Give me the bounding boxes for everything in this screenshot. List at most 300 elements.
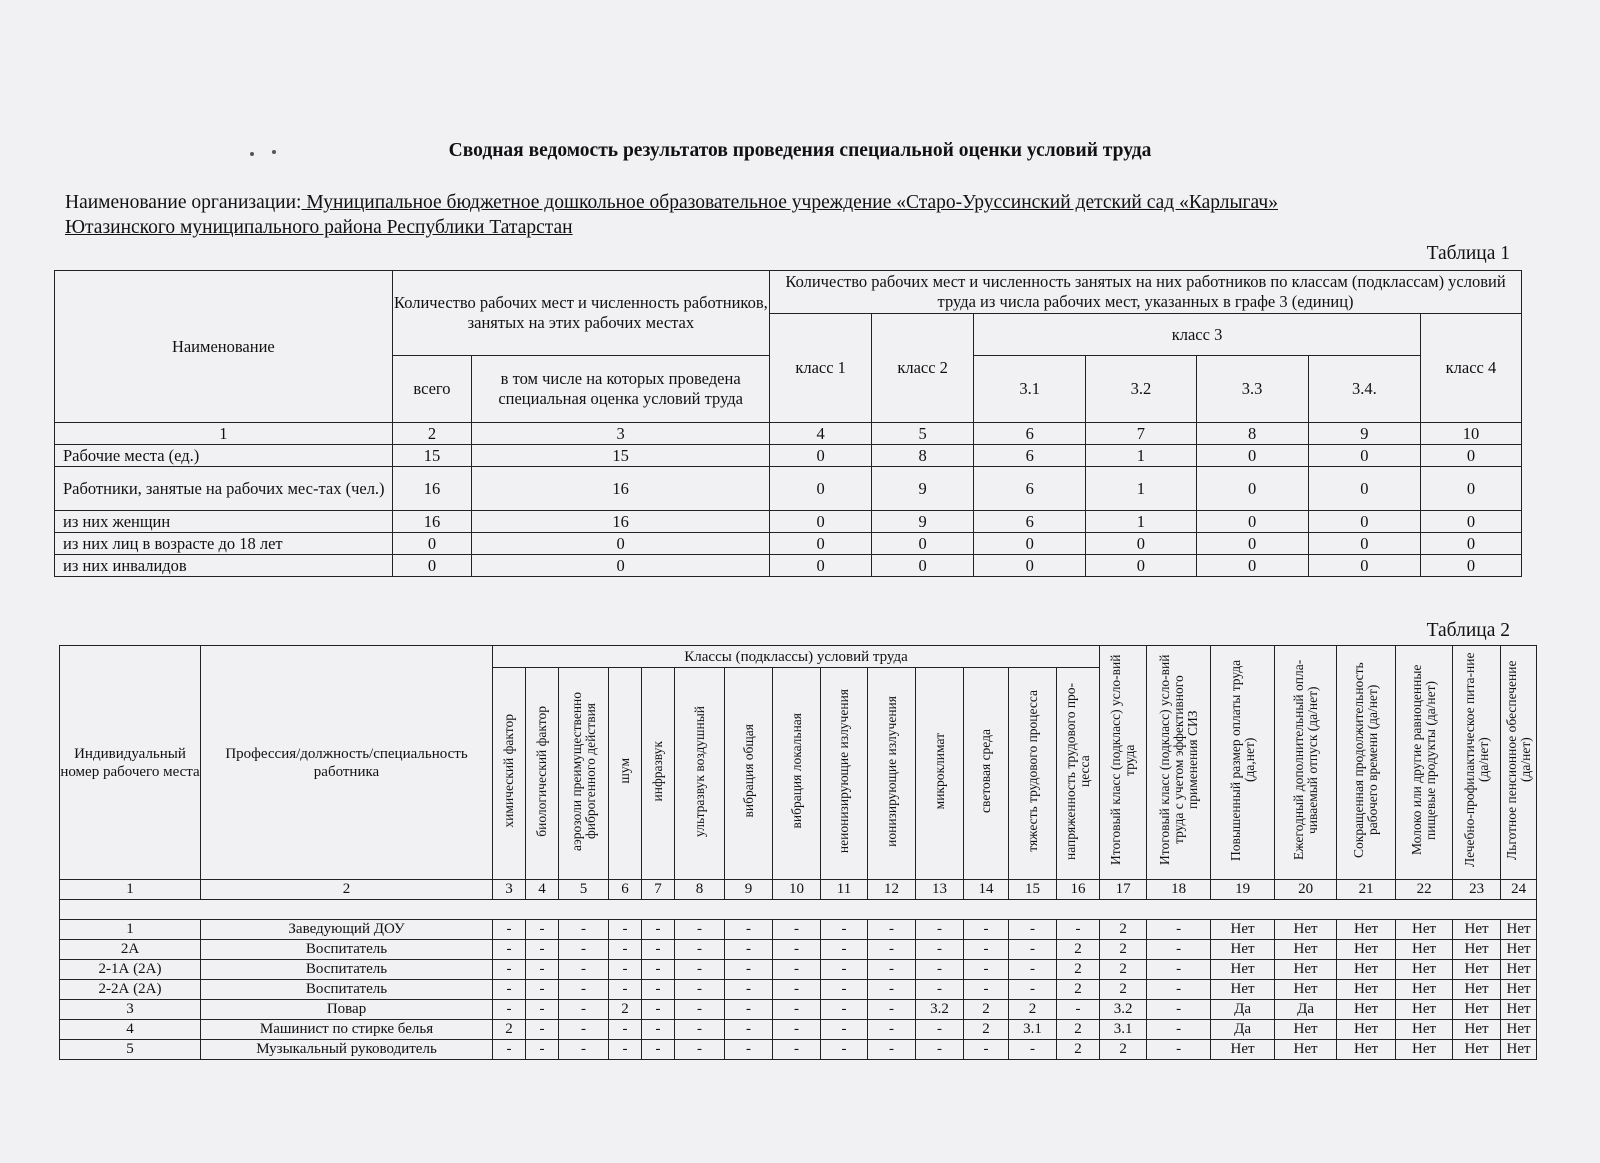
t1-cell: 0 bbox=[1086, 533, 1196, 555]
t2-cell: Нет bbox=[1211, 1040, 1275, 1060]
t2-cell: - bbox=[725, 1000, 773, 1020]
t2-col-number: 8 bbox=[675, 880, 725, 900]
t1-header-total: всего bbox=[392, 356, 472, 423]
t2-cell: 2 bbox=[1100, 940, 1147, 960]
t2-cell: - bbox=[1009, 940, 1057, 960]
t2-cell: - bbox=[642, 1000, 675, 1020]
t2-cell: Нет bbox=[1275, 1040, 1337, 1060]
t2-cell: - bbox=[964, 920, 1009, 940]
t2-cell: 2 bbox=[1100, 1040, 1147, 1060]
t2-cell: Да bbox=[1211, 1000, 1275, 1020]
t2-cell: - bbox=[821, 1020, 868, 1040]
t2-row-id: 4 bbox=[60, 1020, 201, 1040]
t2-row-profession: Повар bbox=[201, 1000, 493, 1020]
t2-cell: Нет bbox=[1453, 960, 1501, 980]
t2-cell: - bbox=[1009, 980, 1057, 1000]
t1-cell: 0 bbox=[770, 445, 872, 467]
t1-cell: 15 bbox=[472, 445, 770, 467]
t1-col-number: 2 bbox=[392, 423, 472, 445]
t2-cell: - bbox=[526, 1040, 559, 1060]
t2-cell: - bbox=[821, 940, 868, 960]
t1-header-assessed: в том числе на которых проведена специальная оценка условий труда bbox=[472, 356, 770, 423]
t2-cell: - bbox=[1147, 920, 1211, 940]
t2-cell: 2 bbox=[1057, 960, 1100, 980]
t1-col-number: 7 bbox=[1086, 423, 1196, 445]
t2-cell: Нет bbox=[1396, 1040, 1453, 1060]
t1-cell: 0 bbox=[1420, 511, 1521, 533]
t2-cell: - bbox=[559, 1020, 609, 1040]
t1-cell: 0 bbox=[770, 533, 872, 555]
t2-cell: - bbox=[1009, 1040, 1057, 1060]
organization-label: Наименование организации: bbox=[65, 192, 302, 213]
t2-cell: - bbox=[1009, 920, 1057, 940]
t1-cell: 0 bbox=[1308, 445, 1420, 467]
t1-header-c31: 3.1 bbox=[974, 356, 1086, 423]
t1-row-name: из них инвалидов bbox=[55, 555, 393, 577]
document-title: Сводная ведомость результатов проведения специальной оценки условий труда bbox=[448, 140, 1152, 161]
t2-cell: - bbox=[526, 1000, 559, 1020]
t2-cell: 2 bbox=[1057, 1040, 1100, 1060]
t2-spacer-row bbox=[60, 900, 1537, 920]
t2-cell: Нет bbox=[1275, 940, 1337, 960]
t1-cell: 0 bbox=[1196, 467, 1308, 511]
t2-cell: Нет bbox=[1453, 980, 1501, 1000]
t2-factor-header: вибрация локальная bbox=[788, 713, 804, 829]
t2-col-number: 17 bbox=[1100, 880, 1147, 900]
t2-col-number: 4 bbox=[526, 880, 559, 900]
t1-cell: 16 bbox=[392, 511, 472, 533]
t2-col-number: 2 bbox=[201, 880, 493, 900]
t2-cell: - bbox=[1147, 1020, 1211, 1040]
t1-header-class1: класс 1 bbox=[770, 314, 872, 423]
t2-cell: 2 bbox=[964, 1020, 1009, 1040]
t2-cell: - bbox=[916, 1040, 964, 1060]
t2-cell: 2 bbox=[1057, 940, 1100, 960]
t2-cell: Нет bbox=[1453, 1020, 1501, 1040]
t1-cell: 0 bbox=[1420, 467, 1521, 511]
t2-cell: - bbox=[916, 940, 964, 960]
t2-cell: - bbox=[773, 980, 821, 1000]
t2-cell: 2 bbox=[1057, 980, 1100, 1000]
t2-header-leave: Ежегодный дополнительный опла-чиваемый отпуск (да/нет) bbox=[1290, 659, 1320, 861]
t1-row bbox=[55, 555, 1522, 577]
t2-factor-header-cell bbox=[675, 668, 725, 880]
table1-caption: Таблица 1 bbox=[1426, 243, 1510, 264]
t1-row-name: Рабочие места (ед.) bbox=[55, 445, 393, 467]
t2-cell: - bbox=[559, 920, 609, 940]
t1-header-class2: класс 2 bbox=[872, 314, 974, 423]
t2-cell: Нет bbox=[1453, 940, 1501, 960]
t1-col-number: 10 bbox=[1420, 423, 1521, 445]
t1-row bbox=[55, 445, 1522, 467]
t2-factor-header-cell bbox=[559, 668, 609, 880]
t1-cell: 0 bbox=[974, 533, 1086, 555]
t2-cell: - bbox=[493, 920, 526, 940]
t2-factor-header-cell bbox=[609, 668, 642, 880]
t2-cell: - bbox=[1147, 1000, 1211, 1020]
t1-row-name: из них лиц в возрасте до 18 лет bbox=[55, 533, 393, 555]
t2-row-profession: Воспитатель bbox=[201, 960, 493, 980]
t2-cell: - bbox=[675, 960, 725, 980]
t1-col-number: 9 bbox=[1308, 423, 1420, 445]
t2-col-number: 11 bbox=[821, 880, 868, 900]
t2-cell: Да bbox=[1275, 1000, 1337, 1020]
t2-cell: - bbox=[773, 940, 821, 960]
t1-col-number: 1 bbox=[55, 423, 393, 445]
t2-col-number: 15 bbox=[1009, 880, 1057, 900]
t2-header-classes-group: Классы (подклассы) условий труда bbox=[493, 646, 1100, 668]
t2-col-number: 22 bbox=[1396, 880, 1453, 900]
t2-row-id: 3 bbox=[60, 1000, 201, 1020]
t2-cell: - bbox=[642, 940, 675, 960]
t2-cell: - bbox=[526, 1020, 559, 1040]
t2-cell: - bbox=[609, 960, 642, 980]
t2-cell: - bbox=[773, 1020, 821, 1040]
organization-name-cont: Ютазинского муниципального района Республики Татарстан bbox=[65, 217, 573, 238]
t2-header-food: Лечебно-профилактическое пита-ние (да/нет) bbox=[1461, 652, 1491, 868]
t2-cell: - bbox=[559, 1040, 609, 1060]
t2-cell: - bbox=[821, 960, 868, 980]
t2-factor-header: химический фактор bbox=[501, 714, 516, 828]
t2-row-id: 5 bbox=[60, 1040, 201, 1060]
t1-cell: 0 bbox=[1308, 533, 1420, 555]
t1-cell: 0 bbox=[1308, 555, 1420, 577]
t2-row bbox=[60, 1020, 1537, 1040]
t2-cell: - bbox=[559, 940, 609, 960]
t2-factor-header-cell bbox=[868, 668, 916, 880]
t2-cell: - bbox=[642, 1040, 675, 1060]
t2-cell: - bbox=[773, 960, 821, 980]
t1-cell: 6 bbox=[974, 511, 1086, 533]
t2-row-profession: Заведующий ДОУ bbox=[201, 920, 493, 940]
t2-col-number: 16 bbox=[1057, 880, 1100, 900]
t2-cell: Нет bbox=[1337, 980, 1396, 1000]
t2-cell: - bbox=[916, 980, 964, 1000]
t2-header-final-class: Итоговый класс (подкласс) усло-вий труда bbox=[1108, 654, 1138, 866]
t2-cell: - bbox=[964, 940, 1009, 960]
t2-col-number: 6 bbox=[609, 880, 642, 900]
t2-cell: - bbox=[725, 980, 773, 1000]
t2-row-profession: Воспитатель bbox=[201, 980, 493, 1000]
t1-cell: 0 bbox=[770, 555, 872, 577]
t2-cell: Нет bbox=[1337, 940, 1396, 960]
t2-cell: Нет bbox=[1501, 1000, 1537, 1020]
t1-cell: 0 bbox=[1420, 445, 1521, 467]
t2-header-hours: Сокращенная продолжительность рабочего времени (да/нет) bbox=[1351, 662, 1381, 858]
t2-cell: - bbox=[609, 940, 642, 960]
t2-cell: - bbox=[642, 980, 675, 1000]
t2-row-profession: Воспитатель bbox=[201, 940, 493, 960]
t1-col-number-row bbox=[55, 423, 1522, 445]
t1-cell: 1 bbox=[1086, 467, 1196, 511]
t2-cell: - bbox=[725, 940, 773, 960]
t1-row bbox=[55, 511, 1522, 533]
t2-factor-header: ультразвук воздушный bbox=[691, 705, 707, 837]
t1-header-name: Наименование bbox=[55, 271, 393, 423]
t1-header-c33: 3.3 bbox=[1196, 356, 1308, 423]
t2-cell: - bbox=[1009, 960, 1057, 980]
t2-cell: - bbox=[675, 1000, 725, 1020]
t2-header-id: Индивидуальный номер рабочего места bbox=[60, 646, 201, 880]
t1-cell: 9 bbox=[872, 511, 974, 533]
t2-factor-header: аэрозоли преимущественно фиброгенного действия bbox=[568, 691, 598, 851]
t2-factor-header: инфразвук bbox=[650, 740, 665, 802]
t2-header-milk: Молоко или другие равноценные пищевые продукты (да/нет) bbox=[1409, 664, 1439, 856]
t2-col-number: 23 bbox=[1453, 880, 1501, 900]
t2-cell: - bbox=[609, 920, 642, 940]
t2-cell: Нет bbox=[1453, 1040, 1501, 1060]
t2-cell: - bbox=[526, 980, 559, 1000]
t2-col-number: 1 bbox=[60, 880, 201, 900]
organization-name: Муниципальное бюджетное дошкольное образовательное учреждение «Старо-Уруссинский детский сад «Карлыгач» bbox=[301, 192, 1278, 213]
t2-col-number: 10 bbox=[773, 880, 821, 900]
t2-col-number: 21 bbox=[1337, 880, 1396, 900]
t2-cell: - bbox=[868, 960, 916, 980]
t2-factor-header: микроклимат bbox=[931, 732, 947, 810]
t2-factor-header: тяжесть трудового процесса bbox=[1024, 690, 1040, 852]
table2 bbox=[59, 645, 1537, 1060]
t2-cell: 3.1 bbox=[1100, 1020, 1147, 1040]
t2-col-number: 12 bbox=[868, 880, 916, 900]
t1-cell: 6 bbox=[974, 445, 1086, 467]
t1-cell: 6 bbox=[974, 467, 1086, 511]
organization-line bbox=[65, 190, 1525, 240]
t1-cell: 0 bbox=[1086, 555, 1196, 577]
t1-cell: 0 bbox=[1196, 511, 1308, 533]
t2-col-number: 20 bbox=[1275, 880, 1337, 900]
t2-cell: - bbox=[868, 1020, 916, 1040]
t1-col-number: 8 bbox=[1196, 423, 1308, 445]
t2-cell: - bbox=[725, 1020, 773, 1040]
t1-header-class4: класс 4 bbox=[1420, 314, 1521, 423]
t2-factor-header-cell bbox=[1057, 668, 1100, 880]
t2-cell: Нет bbox=[1501, 1020, 1537, 1040]
t2-row bbox=[60, 960, 1537, 980]
t2-cell: Нет bbox=[1337, 1020, 1396, 1040]
t2-cell: Нет bbox=[1275, 920, 1337, 940]
t2-factor-header-cell bbox=[964, 668, 1009, 880]
t1-cell: 0 bbox=[974, 555, 1086, 577]
t2-cell: - bbox=[1057, 920, 1100, 940]
t2-cell: Нет bbox=[1396, 940, 1453, 960]
t1-cell: 0 bbox=[392, 533, 472, 555]
t2-cell: 2 bbox=[493, 1020, 526, 1040]
t2-cell: - bbox=[821, 920, 868, 940]
t2-cell: Нет bbox=[1337, 920, 1396, 940]
t2-col-number: 3 bbox=[493, 880, 526, 900]
t2-row bbox=[60, 940, 1537, 960]
t2-cell: Нет bbox=[1501, 1040, 1537, 1060]
t1-cell: 1 bbox=[1086, 445, 1196, 467]
t2-col-number: 13 bbox=[916, 880, 964, 900]
t2-cell: - bbox=[916, 1020, 964, 1040]
t2-cell: 2 bbox=[1009, 1000, 1057, 1020]
t2-cell: - bbox=[526, 940, 559, 960]
t2-cell: Нет bbox=[1501, 960, 1537, 980]
t2-row-id: 2А bbox=[60, 940, 201, 960]
t2-factor-header: световая среда bbox=[978, 729, 993, 813]
t2-row bbox=[60, 1040, 1537, 1060]
t2-row-id: 2-1А (2А) bbox=[60, 960, 201, 980]
t2-cell: - bbox=[964, 960, 1009, 980]
t2-cell: - bbox=[916, 920, 964, 940]
t1-header-c32: 3.2 bbox=[1086, 356, 1196, 423]
t2-cell: - bbox=[526, 920, 559, 940]
t2-cell: 2 bbox=[1100, 960, 1147, 980]
t2-cell: - bbox=[868, 1000, 916, 1020]
t2-cell: - bbox=[609, 1020, 642, 1040]
table2-caption: Таблица 2 bbox=[1426, 620, 1510, 641]
t2-col-number: 24 bbox=[1501, 880, 1537, 900]
t2-factor-header: неионизирующие излучения bbox=[836, 688, 851, 854]
t2-spacer-cell bbox=[60, 900, 1537, 920]
t2-cell: - bbox=[609, 980, 642, 1000]
t2-cell: - bbox=[964, 980, 1009, 1000]
t2-cell: - bbox=[609, 1040, 642, 1060]
t2-cell: - bbox=[868, 1040, 916, 1060]
t2-cell: - bbox=[1147, 940, 1211, 960]
t2-col-number-row bbox=[60, 880, 1537, 900]
t2-header-pension: Льготное пенсионное обеспечение (да/нет) bbox=[1503, 660, 1533, 860]
t2-cell: - bbox=[773, 920, 821, 940]
t2-cell: Нет bbox=[1337, 1040, 1396, 1060]
t2-cell: 2 bbox=[1100, 920, 1147, 940]
t2-cell: Нет bbox=[1396, 1020, 1453, 1040]
t2-factor-header: шум bbox=[617, 758, 632, 784]
t1-col-number: 3 bbox=[472, 423, 770, 445]
t2-cell: Нет bbox=[1453, 1000, 1501, 1020]
t2-cell: - bbox=[675, 1040, 725, 1060]
t1-cell: 0 bbox=[1308, 511, 1420, 533]
t2-factor-header-cell bbox=[725, 668, 773, 880]
t2-row bbox=[60, 1000, 1537, 1020]
t1-row-name: из них женщин bbox=[55, 511, 393, 533]
table1 bbox=[54, 270, 1522, 577]
t1-cell: 8 bbox=[872, 445, 974, 467]
t2-cell: - bbox=[1147, 1040, 1211, 1060]
t2-col-number: 9 bbox=[725, 880, 773, 900]
t2-row-profession: Музыкальный руководитель bbox=[201, 1040, 493, 1060]
t2-cell: - bbox=[642, 920, 675, 940]
t2-factor-header-cell bbox=[821, 668, 868, 880]
t2-cell: Нет bbox=[1501, 920, 1537, 940]
t2-factor-header-cell bbox=[526, 668, 559, 880]
t1-header-c34: 3.4. bbox=[1308, 356, 1420, 423]
t1-cell: 0 bbox=[472, 533, 770, 555]
t2-cell: - bbox=[773, 1000, 821, 1020]
t2-cell: 2 bbox=[609, 1000, 642, 1020]
t2-header-profession: Профессия/должность/специальность работника bbox=[201, 646, 493, 880]
t2-row bbox=[60, 980, 1537, 1000]
t2-cell: - bbox=[1147, 980, 1211, 1000]
t2-cell: Нет bbox=[1275, 1020, 1337, 1040]
t2-cell: Нет bbox=[1337, 960, 1396, 980]
t1-header-group-a: Количество рабочих мест и численность работников, занятых на этих рабочих местах bbox=[392, 271, 769, 356]
t2-factor-header-cell bbox=[916, 668, 964, 880]
t2-cell: Нет bbox=[1211, 960, 1275, 980]
t2-col-number: 5 bbox=[559, 880, 609, 900]
t1-cell: 0 bbox=[1308, 467, 1420, 511]
t1-cell: 15 bbox=[392, 445, 472, 467]
t2-cell: - bbox=[675, 1020, 725, 1040]
t1-cell: 0 bbox=[1420, 533, 1521, 555]
t2-cell: Нет bbox=[1453, 920, 1501, 940]
t1-cell: 0 bbox=[1196, 445, 1308, 467]
t1-col-number: 5 bbox=[872, 423, 974, 445]
t1-row-name: Работники, занятые на рабочих мес-тах (чел.) bbox=[55, 467, 393, 511]
t2-cell: Нет bbox=[1211, 920, 1275, 940]
t2-cell: - bbox=[964, 1040, 1009, 1060]
t2-cell: - bbox=[773, 1040, 821, 1060]
t2-col-number: 14 bbox=[964, 880, 1009, 900]
t1-row bbox=[55, 467, 1522, 511]
t2-header-pay: Повышенный размер оплаты труда (да,нет) bbox=[1227, 659, 1257, 861]
t2-cell: - bbox=[493, 1040, 526, 1060]
t1-cell: 16 bbox=[472, 511, 770, 533]
t2-factor-header: вибрация общая bbox=[740, 724, 756, 818]
t1-cell: 0 bbox=[872, 533, 974, 555]
t2-row bbox=[60, 920, 1537, 940]
t2-cell: - bbox=[675, 920, 725, 940]
t2-cell: - bbox=[559, 960, 609, 980]
t1-cell: 0 bbox=[1196, 555, 1308, 577]
t1-cell: 0 bbox=[1196, 533, 1308, 555]
t2-cell: - bbox=[493, 940, 526, 960]
t2-row-id: 2-2А (2А) bbox=[60, 980, 201, 1000]
t2-cell: - bbox=[559, 1000, 609, 1020]
t1-cell: 0 bbox=[472, 555, 770, 577]
t2-factor-header: ионизирующие излучения bbox=[883, 695, 899, 847]
t1-cell: 0 bbox=[1420, 555, 1521, 577]
t2-cell: - bbox=[493, 980, 526, 1000]
t2-cell: - bbox=[559, 980, 609, 1000]
t2-factor-header-cell bbox=[493, 668, 526, 880]
t2-cell: Нет bbox=[1396, 920, 1453, 940]
t1-row bbox=[55, 533, 1522, 555]
t2-cell: Нет bbox=[1337, 1000, 1396, 1020]
t2-cell: - bbox=[868, 980, 916, 1000]
t2-factor-header-cell bbox=[642, 668, 675, 880]
t1-cell: 16 bbox=[392, 467, 472, 511]
t2-cell: - bbox=[821, 1040, 868, 1060]
t2-cell: 3.2 bbox=[916, 1000, 964, 1020]
t2-cell: Нет bbox=[1275, 960, 1337, 980]
t2-col-number: 7 bbox=[642, 880, 675, 900]
t2-cell: - bbox=[1147, 960, 1211, 980]
t2-col-number: 18 bbox=[1147, 880, 1211, 900]
t2-cell: - bbox=[675, 940, 725, 960]
t2-cell: - bbox=[916, 960, 964, 980]
t2-cell: - bbox=[821, 980, 868, 1000]
t2-cell: - bbox=[642, 1020, 675, 1040]
t2-cell: - bbox=[642, 960, 675, 980]
t2-cell: - bbox=[493, 960, 526, 980]
t2-cell: - bbox=[493, 1000, 526, 1020]
t2-cell: - bbox=[675, 980, 725, 1000]
t1-cell: 0 bbox=[770, 511, 872, 533]
t2-cell: 2 bbox=[964, 1000, 1009, 1020]
t2-cell: 2 bbox=[1100, 980, 1147, 1000]
t2-cell: Нет bbox=[1275, 980, 1337, 1000]
t1-cell: 0 bbox=[392, 555, 472, 577]
t2-cell: Нет bbox=[1396, 1000, 1453, 1020]
t1-cell: 0 bbox=[872, 555, 974, 577]
t2-cell: - bbox=[725, 1040, 773, 1060]
t1-col-number: 4 bbox=[770, 423, 872, 445]
t2-cell: - bbox=[725, 920, 773, 940]
t2-cell: 3.1 bbox=[1009, 1020, 1057, 1040]
t2-cell: - bbox=[821, 1000, 868, 1020]
